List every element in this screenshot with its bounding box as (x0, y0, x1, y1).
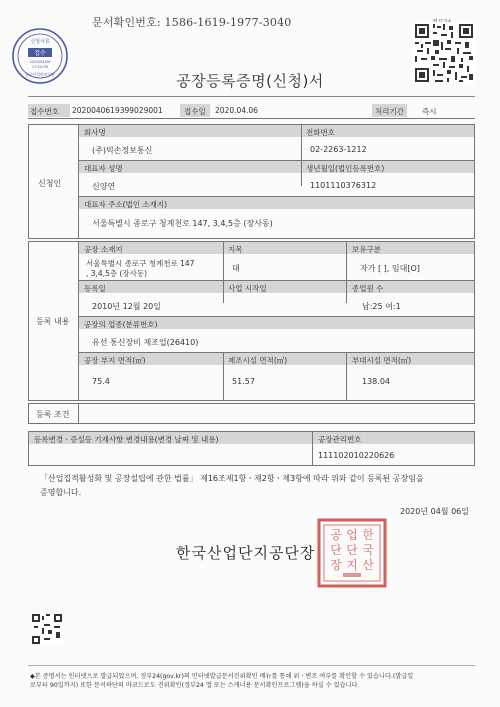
divider (28, 96, 475, 97)
rule (301, 124, 302, 186)
land-category-label: 지목 (228, 245, 243, 254)
company-name: (주)빅손정보통신 (92, 146, 153, 155)
manufacturing-area-label: 제조시설 면적(㎡) (228, 356, 288, 365)
rule (28, 118, 475, 119)
svg-text:단: 단 (346, 543, 358, 557)
rule (346, 241, 347, 303)
birth-label: 생년월일(법인등록번호) (306, 164, 385, 173)
svg-text:산: 산 (362, 558, 374, 572)
svg-text:국: 국 (362, 543, 374, 557)
phone-number: 02-2263-1212 (310, 145, 367, 154)
svg-text:접수: 접수 (34, 50, 46, 57)
svg-text:한: 한 (362, 528, 374, 542)
document-title: 공장등록증명(신청)서 (176, 72, 324, 90)
document-number: 문서확인번호: 1586-1619-1977-3040 (92, 16, 292, 29)
footer-divider (28, 665, 475, 666)
footer-note (30, 672, 475, 690)
footer-line-2: 로부터 90일까지) 또한 문서하단의 바코드로도 진위확인(정부24 앱 또는 스캐너용 문서확인프로그램)을 하실 수 있습니다. (30, 682, 360, 689)
certification-line-1: 「산업집적활성화 및 공장설립에 관한 법률」 제16조제1항ㆍ제2항ㆍ제3항에 따라 위와 같이 등록된 공장임을 (40, 474, 424, 483)
company-label: 회사명 (84, 128, 106, 137)
certification-text (40, 472, 424, 500)
employees-label: 종업원 수 (352, 284, 384, 293)
receipt-number-label: 접수번호 (30, 107, 59, 116)
receipt-date: 2020.04.06 (215, 106, 258, 115)
registration-number: 1101110376312 (310, 181, 377, 190)
industry-label: 공장의 업종(분류번호) (84, 320, 158, 329)
changes-label: 등록변경ㆍ증설등 기재사항 변경내용(변경 날짜 및 내용) (34, 435, 219, 444)
land-category: 대 (232, 264, 240, 273)
rule (223, 352, 224, 401)
registration-section-label: 등록 내용 (36, 317, 70, 326)
site-area: 75.4 (92, 377, 110, 386)
registration-date-label: 등록일 (84, 284, 106, 293)
representative-label: 대표자 성명 (84, 164, 123, 173)
conditions-row (28, 403, 475, 424)
rule (78, 403, 79, 424)
issue-date: 2020년 04월 06일 (400, 507, 469, 516)
official-seal-stamp (316, 517, 388, 589)
factory-address-label: 공장 소재지 (84, 245, 123, 254)
registration-date: 2010년 12월 20일 (92, 302, 161, 311)
factory-address-line2: , 3,4,5층 (장사동) (86, 269, 148, 278)
issuer-name: 한국산업단지공단장 (176, 544, 316, 562)
address-value: 서울특별시 종로구 청계천로 147, 3,4,5층 (장사동) (92, 219, 273, 228)
employee-count: 남:25 여:1 (362, 302, 401, 311)
address-label: 대표자 주소(법인 소재지) (84, 200, 168, 209)
conditions-label: 등록 조건 (36, 410, 70, 419)
management-number: 111102010220626 (318, 451, 395, 460)
auxiliary-area: 138.04 (362, 377, 390, 386)
business-start-label: 사업 시작일 (228, 284, 267, 293)
ownership-type: 자가 [ ], 임대[O] (360, 264, 420, 273)
svg-text:장: 장 (330, 558, 342, 572)
footer-barcode-icon (32, 614, 62, 644)
rule (223, 241, 224, 303)
svg-text:한국산업단지공단: 한국산업단지공단 (25, 72, 55, 77)
factory-address-line1: 서울특별시 종로구 청계천로 147 (86, 259, 195, 268)
receipt-number: 2020040619399029001 (72, 106, 163, 115)
receipt-date-label: 접수일 (184, 107, 206, 116)
svg-text:공: 공 (330, 528, 342, 542)
ownership-label: 보유구분 (352, 245, 381, 254)
applicant-section-label: 신청인 (38, 179, 62, 188)
svg-text:2020/04/06: 2020/04/06 (29, 60, 51, 64)
representative-name: 신양연 (92, 182, 116, 191)
rule (312, 431, 313, 466)
manufacturing-area: 51.57 (232, 377, 255, 386)
industry-value: 유선 통신장비 제조업(26410) (92, 338, 199, 347)
rule (346, 352, 347, 401)
processing-period: 즉시 (422, 107, 437, 116)
auxiliary-area-label: 부대시설 면적(㎡) (352, 356, 412, 365)
rule (78, 124, 79, 239)
svg-text:업: 업 (346, 528, 358, 542)
svg-text:신청서류: 신청서류 (30, 39, 50, 45)
management-number-label: 공장관리번호 (318, 435, 362, 444)
svg-text:지: 지 (346, 558, 358, 572)
site-area-label: 공장 부지 면적(㎡) (84, 356, 146, 365)
svg-text:단: 단 (330, 543, 342, 557)
svg-text:17:10:09: 17:10:09 (31, 65, 49, 69)
footer-line-1: ◆본 증명서는 인터넷으로 발급되었으며, 정부24(gov.kr)의 인터넷발급문서진위확인 메뉴를 통해 위ㆍ변조 여부를 확인할 수 있습니다.(발급일 (30, 673, 414, 680)
certification-line-2: 증명합니다. (40, 488, 82, 497)
processing-period-label: 처리기간 (375, 107, 404, 116)
phone-label: 전화번호 (306, 128, 335, 137)
label-shade (79, 125, 301, 137)
